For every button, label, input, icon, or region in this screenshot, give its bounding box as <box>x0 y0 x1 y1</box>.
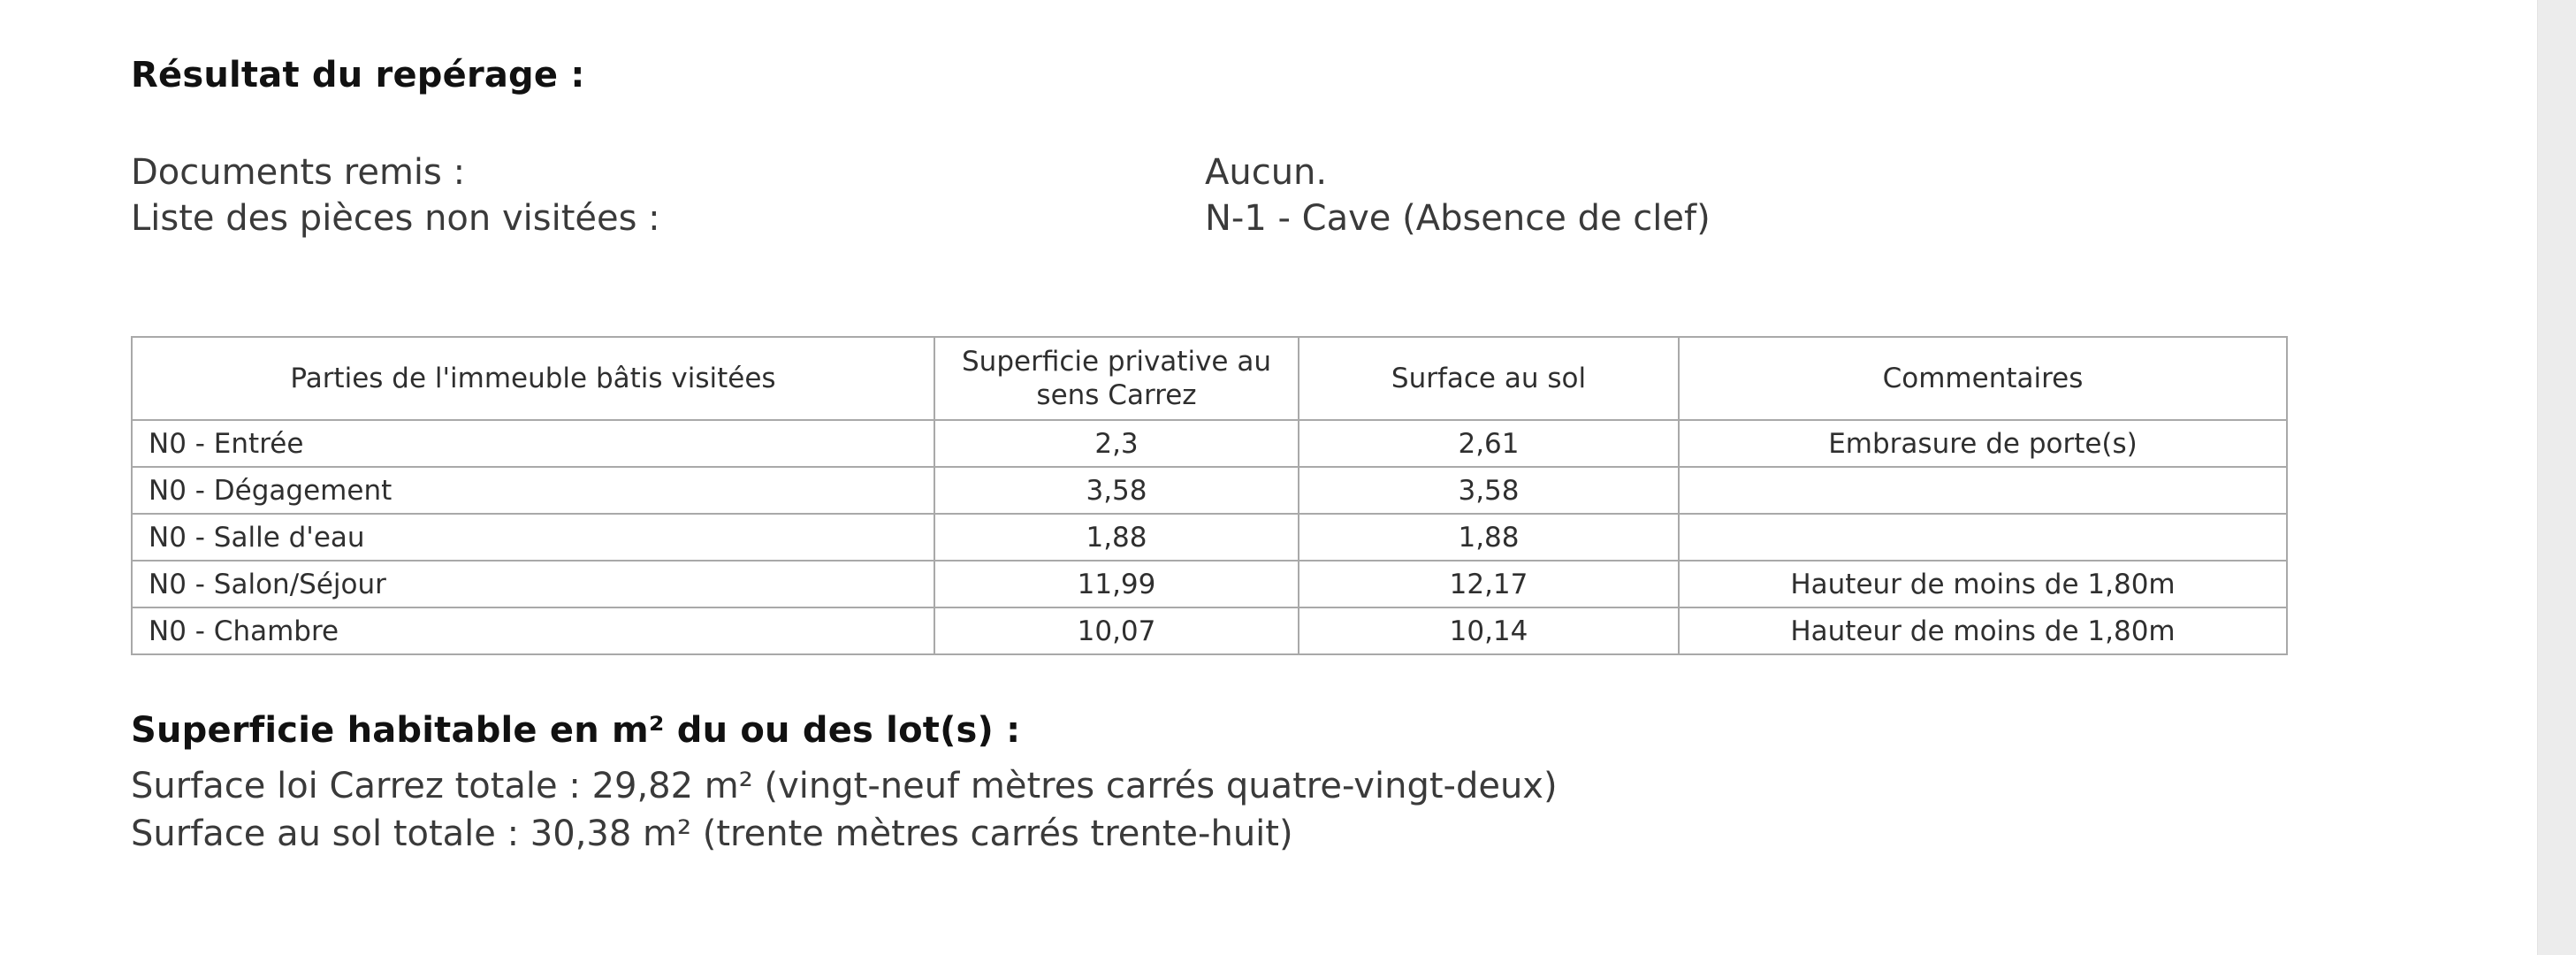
cell-carrez: 1,88 <box>934 514 1299 561</box>
cell-room: N0 - Entrée <box>132 420 934 467</box>
cell-sol: 2,61 <box>1299 420 1679 467</box>
cell-comment <box>1679 467 2287 514</box>
cell-carrez: 10,07 <box>934 607 1299 654</box>
header-superficie-carrez: Superficie privative au sens Carrez <box>934 337 1299 420</box>
table-row <box>132 467 2287 514</box>
section-title-superficie: Superficie habitable en m² du ou des lot(s) : <box>131 710 1021 751</box>
unvisited-rooms-label: Liste des pièces non visitées : <box>131 198 660 239</box>
cell-sol: 12,17 <box>1299 561 1679 607</box>
table-row <box>132 607 2287 654</box>
sol-total-text: Surface au sol totale : 30,38 m² (trente mètres carrés trente-huit) <box>131 814 1293 854</box>
cell-carrez: 11,99 <box>934 561 1299 607</box>
cell-room: N0 - Dégagement <box>132 467 934 514</box>
cell-sol: 10,14 <box>1299 607 1679 654</box>
documents-value: Aucun. <box>1205 152 1328 193</box>
table-header-row <box>132 337 2287 420</box>
vertical-scrollbar[interactable] <box>2537 0 2576 955</box>
rooms-table <box>131 336 2288 655</box>
cell-sol: 1,88 <box>1299 514 1679 561</box>
cell-comment: Hauteur de moins de 1,80m <box>1679 561 2287 607</box>
cell-sol: 3,58 <box>1299 467 1679 514</box>
header-surface-sol: Surface au sol <box>1299 337 1679 420</box>
cell-carrez: 2,3 <box>934 420 1299 467</box>
table-row <box>132 514 2287 561</box>
section-title-resultat: Résultat du repérage : <box>131 55 585 96</box>
header-parties: Parties de l'immeuble bâtis visitées <box>132 337 934 420</box>
cell-comment <box>1679 514 2287 561</box>
table-row <box>132 420 2287 467</box>
cell-room: N0 - Salle d'eau <box>132 514 934 561</box>
header-commentaires: Commentaires <box>1679 337 2287 420</box>
unvisited-rooms-value: N-1 - Cave (Absence de clef) <box>1205 198 1711 239</box>
table-row <box>132 561 2287 607</box>
cell-room: N0 - Salon/Séjour <box>132 561 934 607</box>
cell-comment: Hauteur de moins de 1,80m <box>1679 607 2287 654</box>
cell-comment: Embrasure de porte(s) <box>1679 420 2287 467</box>
carrez-total-text: Surface loi Carrez totale : 29,82 m² (vingt-neuf mètres carrés quatre-vingt-deux) <box>131 766 1558 806</box>
documents-label: Documents remis : <box>131 152 466 193</box>
cell-carrez: 3,58 <box>934 467 1299 514</box>
cell-room: N0 - Chambre <box>132 607 934 654</box>
